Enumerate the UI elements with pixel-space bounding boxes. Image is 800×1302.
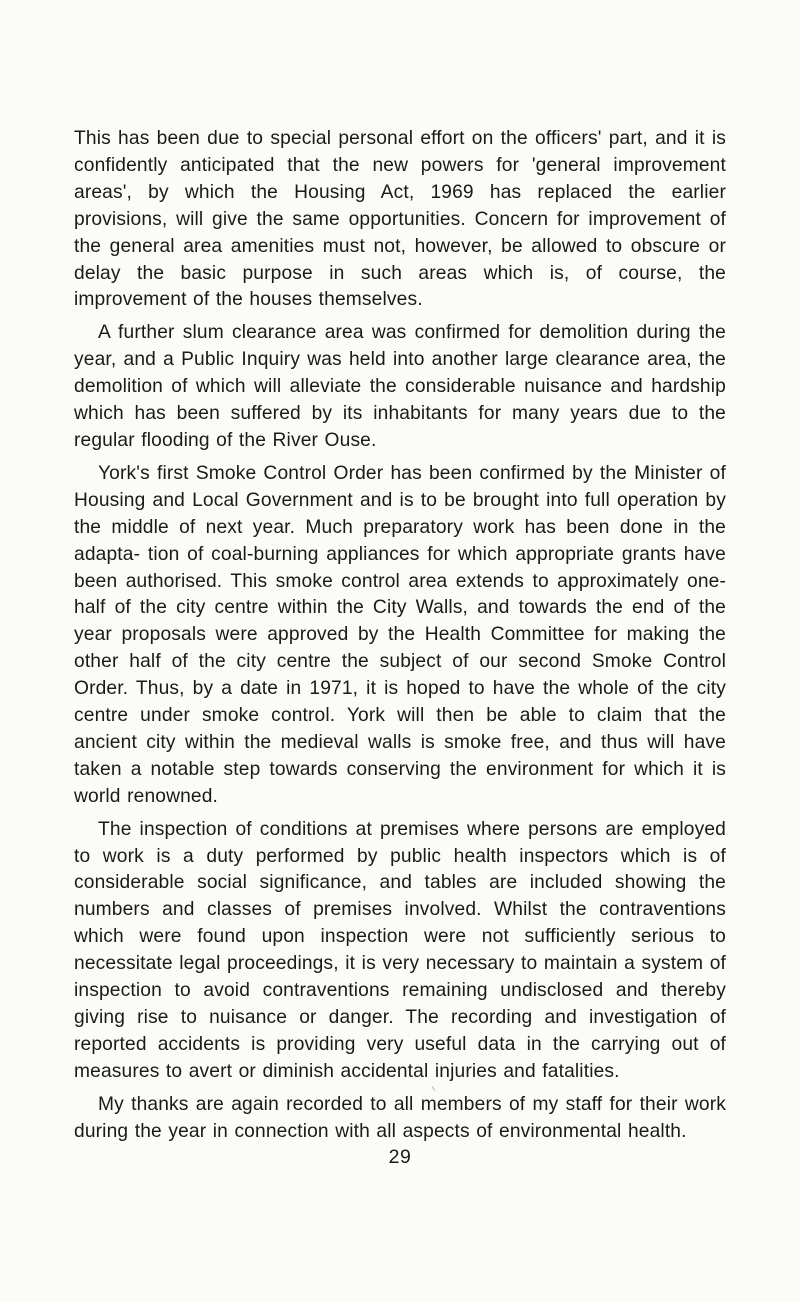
page-number: 29 bbox=[388, 1146, 412, 1168]
document-body bbox=[74, 126, 726, 1146]
paragraph-premises-inspection: The inspection of conditions at premises where persons are employed to work is a duty performed by public health inspectors which is of considerable social significance, and tables are included showing the numbers and classes of premises involved. Whilst the contraventions which were found upon inspection were not sufficiently serious to necessitate legal proceedings, it is very necessary to maintain a system of inspection to avoid contraventions remaining undisclosed and thereby giving rise to nuisance or danger. The recording and investigation of reported accidents is providing very useful data in the carrying out of measures to avert or diminish accidental injuries and fatalities. bbox=[74, 818, 726, 1082]
paragraph-thanks: My thanks are again recorded to all members of my staff for their work during the year in connection with all aspects of environmental health. bbox=[74, 1093, 726, 1142]
paragraph-slum-clearance: A further slum clearance area was confirmed for demolition during the year, and a Public Inquiry was held into another large clearance area, the demolition of which will alleviate the considerable nuisance and hardship which has been suffered by its inhabitants for many years due to the regular flooding of the River Ouse. bbox=[74, 322, 726, 451]
paragraph-improvement-areas: This has been due to special personal effort on the officers' part, and it is confidently anticipated that the new powers for 'general improvement areas', by which the Housing Act, 1969 has replaced the earlier provisions, will give the same opportunities. Concern for improvement of the general area amenities must not, however, be allowed to obscure or delay the basic purpose in such areas which is, of course, the improvement of the houses themselves. bbox=[74, 128, 726, 311]
paragraph-smoke-control: York's first Smoke Control Order has been confirmed by the Minister of Housing and Local Government and is to be brought into full operation by the middle of next year. Much preparatory work has been done in the adapta- tion of coal-burning appliances for which appropriate grants have been authorised. This smoke control area extends to approximately one-half of the city centre within the City Walls, and towards the end of the year proposals were approved by the Health Committee for making the other half of the city centre the subject of our second Smoke Control Order. Thus, by a date in 1971, it is hoped to have the whole of the city centre under smoke control. York will then be able to claim that the ancient city within the medieval walls is smoke free, and thus will have taken a notable step towards conserving the environment for which it is world renowned. bbox=[74, 462, 726, 807]
